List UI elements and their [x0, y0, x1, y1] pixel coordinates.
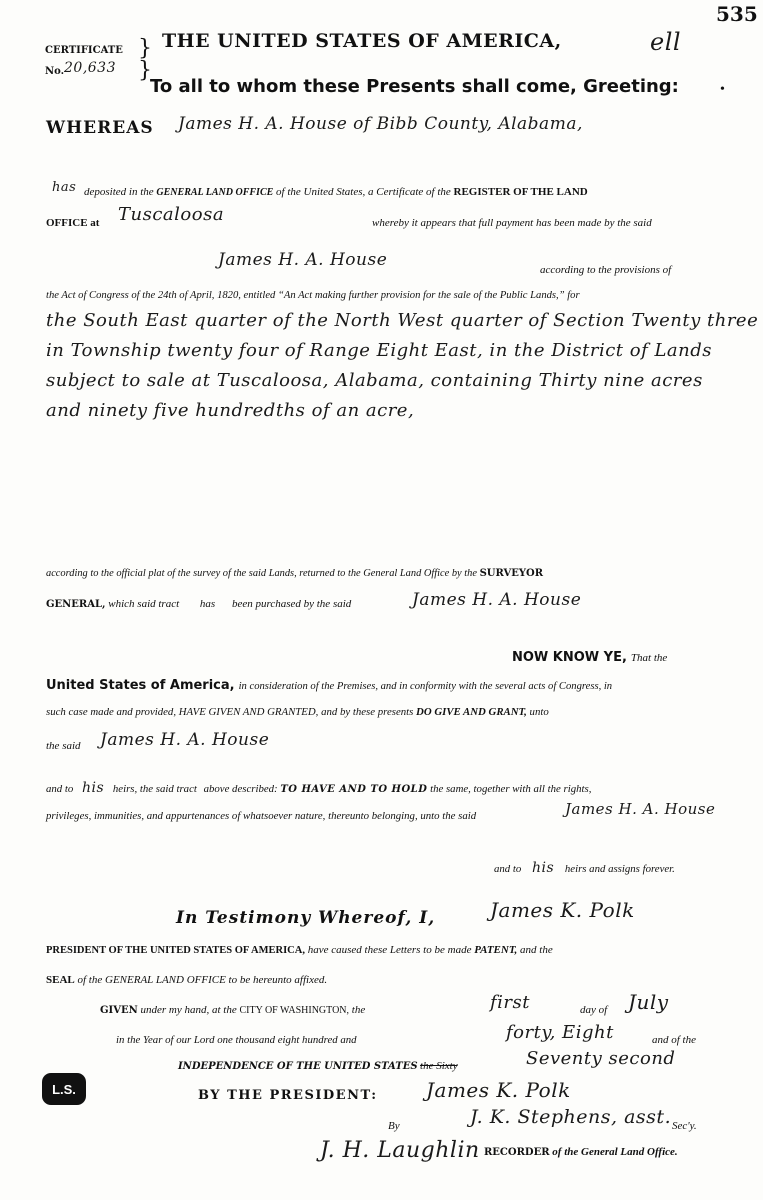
certificate-number-label: No.: [45, 66, 65, 77]
now-know-label: NOW KNOW YE,: [512, 650, 627, 665]
granting-text-2a: such case made and provided,: [46, 706, 177, 718]
given-day-of: day of: [580, 1004, 608, 1016]
by-label: By: [388, 1120, 400, 1132]
whereas-handwritten: James H. A. House of Bibb County, Alabama,: [178, 114, 583, 134]
recorder-line: [484, 1146, 678, 1158]
to-have-to-hold: TO HAVE AND TO HOLD: [280, 784, 428, 795]
given-year-text: in the Year of our Lord one thousand eight hundred and: [116, 1034, 357, 1046]
general-land-office: GENERAL LAND OFFICE: [156, 187, 274, 198]
page-number: 535: [716, 2, 758, 26]
testimony-text-2a: of the: [77, 974, 103, 986]
register-label: REGISTER OF THE LAND: [453, 186, 588, 198]
habendum-assigns: heirs and assigns forever.: [564, 863, 675, 875]
habendum-his: his: [82, 780, 105, 796]
certificate-bracket: }: [138, 36, 152, 61]
corner-mark: ell: [650, 28, 682, 56]
do-give: DO GIVE AND GRANT,: [416, 706, 527, 718]
surveyor-label: SURVEYOR: [479, 568, 543, 579]
given-and-of: and of the: [652, 1034, 696, 1046]
given-line-3: [178, 1060, 458, 1072]
description-line-1: the South East quarter of the North West quarter of Section Twenty three: [46, 310, 759, 331]
survey-line-2: [46, 598, 351, 610]
now-know-text: That the: [630, 652, 668, 664]
given-the-sixty: the Sixty: [420, 1060, 458, 1072]
given-year: forty, Eight: [506, 1022, 614, 1043]
general-label: GENERAL,: [46, 599, 106, 610]
testimony-text-2b: to be hereunto affixed.: [228, 974, 328, 986]
testimony-line-2: [46, 974, 327, 986]
president-signature: James K. Polk: [426, 1078, 571, 1102]
deposit-name: James H. A. House: [218, 250, 388, 270]
given-line-1: [100, 1004, 365, 1016]
recorder-signature: J. H. Laughlin: [320, 1138, 480, 1163]
usa-label: United States of America,: [46, 678, 235, 693]
given-independence-year: Seventy second: [526, 1048, 676, 1069]
survey-text-2: which said tract: [108, 598, 180, 610]
granting-line-2: [46, 706, 549, 718]
testimony-text-1b: have caused these Letters to be made: [307, 944, 472, 956]
testimony-president-hand: James K. Polk: [490, 898, 635, 922]
habendum-text-1b: the same, together with all the rights,: [430, 783, 592, 795]
given-text-1: under my hand, at the: [140, 1004, 237, 1016]
act-text: the Act of Congress of the 24th of April, 1820, entitled “An Act making further provision for the sale of the Public Lands,” for: [46, 290, 580, 301]
bullet-mark: •: [720, 82, 725, 97]
according-text: according to the provisions of: [540, 264, 672, 276]
ls-seal: L.S.: [42, 1073, 86, 1105]
secy-label: Sec'y.: [672, 1120, 697, 1132]
granting-name: James H. A. House: [100, 730, 270, 750]
deposit-text-1: deposited in the: [84, 186, 154, 198]
description-line-2: in Township twenty four of Range Eight East, in the District of Lands: [46, 340, 713, 361]
greeting: To all to whom these Presents shall come, Greeting:: [150, 76, 679, 97]
given-day: first: [490, 992, 530, 1013]
given-the: the: [351, 1004, 366, 1016]
patent-label: PATENT,: [474, 944, 518, 956]
seal-label: SEAL: [46, 974, 75, 986]
survey-name: James H. A. House: [412, 590, 582, 610]
recorder-text: of the General Land Office.: [552, 1146, 678, 1158]
survey-line-1: [46, 568, 543, 579]
given-city: CITY OF WASHINGTON,: [239, 1005, 350, 1016]
whereby-text: whereby it appears that full payment has been made by the said: [372, 217, 652, 229]
testimony-text-1c: and the: [520, 944, 553, 956]
given-label: GIVEN: [100, 1005, 138, 1016]
document-title: THE UNITED STATES OF AMERICA,: [162, 30, 562, 52]
independence-label: INDEPENDENCE OF THE UNITED STATES: [178, 1061, 418, 1072]
given-month: July: [628, 990, 669, 1014]
granting-unto: unto: [529, 706, 549, 718]
testimony-gen-land: GENERAL LAND OFFICE: [105, 974, 226, 986]
granting-line-1: [46, 676, 612, 694]
testimony-line-1: [46, 944, 553, 956]
certificate-label: CERTIFICATE: [45, 45, 123, 56]
granting-the-said: the said: [46, 740, 81, 752]
granting-text-1: in consideration of the Premises, and in conformity with the several acts of Congress, in: [238, 681, 613, 692]
habendum-name: James H. A. House: [565, 800, 716, 818]
president-label: PRESIDENT OF THE UNITED STATES OF AMERICA,: [46, 945, 305, 956]
by-president-label: BY THE PRESIDENT:: [198, 1088, 378, 1103]
testimony-label: In Testimony Whereof, I,: [176, 908, 436, 928]
certificate-number: 20,633: [64, 60, 116, 76]
habendum-heirs: heirs, the said tract: [112, 783, 197, 795]
habendum-above: above described:: [203, 783, 278, 795]
habendum-line-1: [46, 780, 591, 796]
deposit-text-1b: of the United States, a Certificate of the: [276, 186, 451, 198]
certificate-bracket-2: }: [138, 58, 152, 83]
survey-text-2b: been purchased by the said: [231, 598, 352, 610]
survey-has: has: [199, 598, 216, 610]
description-line-4: and ninety five hundredths of an acre,: [46, 400, 415, 421]
granting-text-2b: and by these presents: [321, 706, 414, 718]
now-know-ye: [512, 648, 667, 666]
has-hand: has: [52, 180, 77, 195]
recorder-label: RECORDER: [484, 1147, 550, 1158]
habendum-his-2: his: [532, 860, 555, 876]
have-given: HAVE GIVEN AND GRANTED,: [178, 706, 319, 718]
deposit-line-1: [84, 186, 588, 198]
habendum-line-2: privileges, immunities, and appurtenances of whatsoever nature, thereunto belonging, unto the said: [46, 810, 477, 822]
secretary-signature: J. K. Stephens, asst.: [470, 1106, 672, 1128]
office-at-label: OFFICE at: [46, 217, 100, 229]
habendum-and-to-2: and to: [494, 863, 522, 875]
habendum-line-3: [494, 860, 675, 876]
whereas-label: WHEREAS: [46, 118, 154, 138]
description-line-3: subject to sale at Tuscaloosa, Alabama, containing Thirty nine acres: [46, 370, 703, 391]
habendum-and-to: and to: [46, 783, 74, 795]
survey-text-1: according to the official plat of the survey of the said Lands, returned to the General Land Office by the: [46, 568, 477, 579]
office-place: Tuscaloosa: [118, 204, 225, 225]
